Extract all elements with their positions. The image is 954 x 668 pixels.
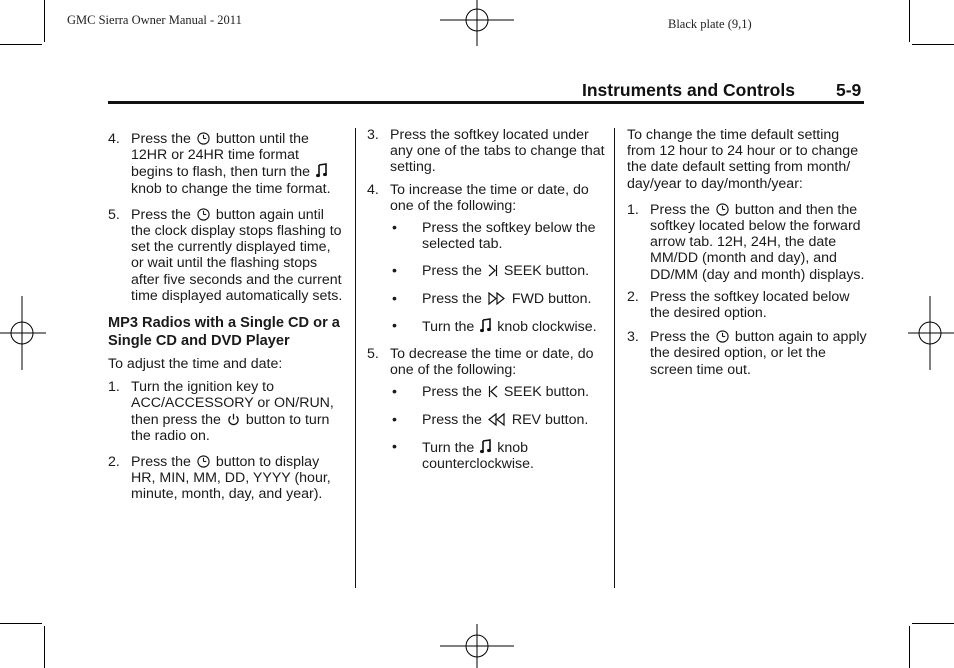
bullet-text: Turn the (422, 318, 475, 335)
header-rule (108, 101, 864, 104)
step-text: knob to change the time format. (131, 180, 331, 197)
step-text: Press the (131, 454, 191, 471)
bullet-text: SEEK button. (503, 384, 590, 401)
step-text: button again to apply the desired option, or let the screen time out. (650, 329, 867, 378)
fast-forward-icon (488, 292, 506, 305)
step-number: 2. (108, 454, 120, 471)
step-3 (367, 127, 605, 176)
bullet: • (392, 411, 397, 428)
registration-mark-right (908, 296, 954, 370)
step-number: 5. (367, 346, 379, 363)
bullet-item (390, 439, 605, 472)
bullet-item (390, 263, 605, 279)
step-1 (108, 379, 344, 444)
bullet-text: FWD button. (511, 290, 592, 307)
step-text: Press the (650, 201, 710, 218)
registration-mark-left (0, 296, 46, 370)
step-number: 4. (108, 131, 120, 147)
step-text: Press the softkey located under any one of the tabs to change that setting. (390, 127, 605, 176)
bullet: • (392, 220, 397, 237)
crop-mark (44, 626, 45, 668)
step-2 (627, 289, 867, 321)
crop-mark (0, 623, 42, 624)
bullet: • (392, 263, 397, 280)
step-4 (367, 182, 605, 335)
bullet-text: Press the (422, 290, 482, 307)
step-text: button until the 12HR or 24HR time format begins to flash, then turn the (131, 131, 311, 181)
column-1 (108, 131, 344, 509)
bullet-text: Turn the (422, 439, 475, 456)
step-number: 3. (627, 329, 639, 346)
bullet-text: knob counterclockwise. (422, 439, 534, 473)
step-number: 1. (108, 379, 120, 396)
crop-mark (44, 0, 45, 42)
registration-mark-bottom (440, 624, 514, 668)
bullet-item (390, 384, 605, 400)
crop-mark (909, 0, 910, 42)
crop-mark (909, 626, 910, 668)
subheading: MP3 Radios with a Single CD or a Single CD and DVD Player (108, 315, 340, 350)
page-number: 5-9 (836, 80, 862, 100)
step-text: button and then the softkey located below the forward arrow tab. 12H, 24H, the date MM/DD (month and day), and DD/MM (day and month) displays. (650, 201, 865, 283)
bullet-text: REV button. (511, 411, 589, 428)
section-title: Instruments and Controls (582, 80, 795, 100)
step-text: button to display HR, MIN, MM, DD, YYYY (hour, minute, month, day, and year). (131, 454, 331, 503)
music-note-icon (316, 163, 327, 178)
registration-mark-top (440, 0, 514, 46)
clock-icon (716, 330, 729, 343)
bullet-item (390, 318, 605, 335)
step-number: 3. (367, 127, 379, 143)
crop-mark (0, 44, 42, 45)
step-number: 4. (367, 181, 379, 198)
bullet-item (390, 291, 605, 307)
intro-text: To adjust the time and date: (108, 356, 283, 373)
step-number: 2. (627, 288, 639, 305)
clock-icon (716, 203, 729, 216)
bullet: • (392, 290, 397, 307)
step-4 (108, 131, 344, 197)
bullet-text: Press the softkey below the selected tab. (422, 220, 596, 253)
column-2 (367, 127, 605, 483)
step-text: Press the (650, 329, 710, 346)
music-note-icon (480, 318, 491, 333)
column-divider (614, 128, 615, 588)
step-number: 1. (627, 201, 639, 218)
column-divider (355, 128, 356, 588)
bullet-text: SEEK button. (503, 263, 590, 280)
document-title: GMC Sierra Owner Manual - 2011 (67, 13, 242, 27)
step-text: button to turn the radio on. (131, 411, 330, 444)
crop-mark (912, 623, 954, 624)
music-note-icon (480, 439, 491, 454)
bullet-text: Press the (422, 411, 482, 428)
step-5 (108, 207, 344, 304)
bullet: • (392, 384, 397, 401)
step-text: To decrease the time or date, do one of the following: (390, 346, 594, 379)
bullet-item (390, 412, 605, 428)
seek-down-icon (488, 385, 498, 398)
column-3 (627, 127, 867, 384)
bullet: • (392, 438, 397, 455)
rewind-icon (488, 413, 506, 426)
step-text: Press the (131, 131, 191, 147)
bullet-text: knob clockwise. (497, 318, 597, 335)
seek-up-icon (488, 264, 498, 277)
step-5 (367, 346, 605, 472)
intro-text: To change the time default setting from 12 hour to 24 hour or to change the date default setting from month/ day/year to day/month/year: (627, 127, 859, 192)
bullet-text: Press the (422, 263, 482, 280)
bullet-item (390, 220, 605, 252)
step-1 (627, 202, 867, 283)
plate-label: Black plate (9,1) (668, 17, 752, 31)
bullet: • (392, 317, 397, 334)
clock-icon (197, 455, 210, 468)
step-text: Press the (131, 206, 191, 223)
power-icon (227, 413, 240, 426)
step-number: 5. (108, 206, 120, 223)
crop-mark (912, 44, 954, 45)
step-text: button again until the clock display stops flashing to set the currently displayed time, or wait until the flashing stops after five seconds and the current time displayed automatically sets. (131, 206, 343, 304)
clock-icon (197, 132, 210, 145)
step-3 (627, 329, 867, 378)
step-text: To increase the time or date, do one of the following: (390, 181, 589, 214)
clock-icon (197, 208, 210, 221)
bullet-text: Press the (422, 384, 482, 401)
step-text: Turn the ignition key to ACC/ACCESSORY or ON/RUN, then press the (131, 379, 334, 428)
step-text: Press the softkey located below the desired option. (650, 288, 850, 322)
step-2 (108, 454, 344, 503)
